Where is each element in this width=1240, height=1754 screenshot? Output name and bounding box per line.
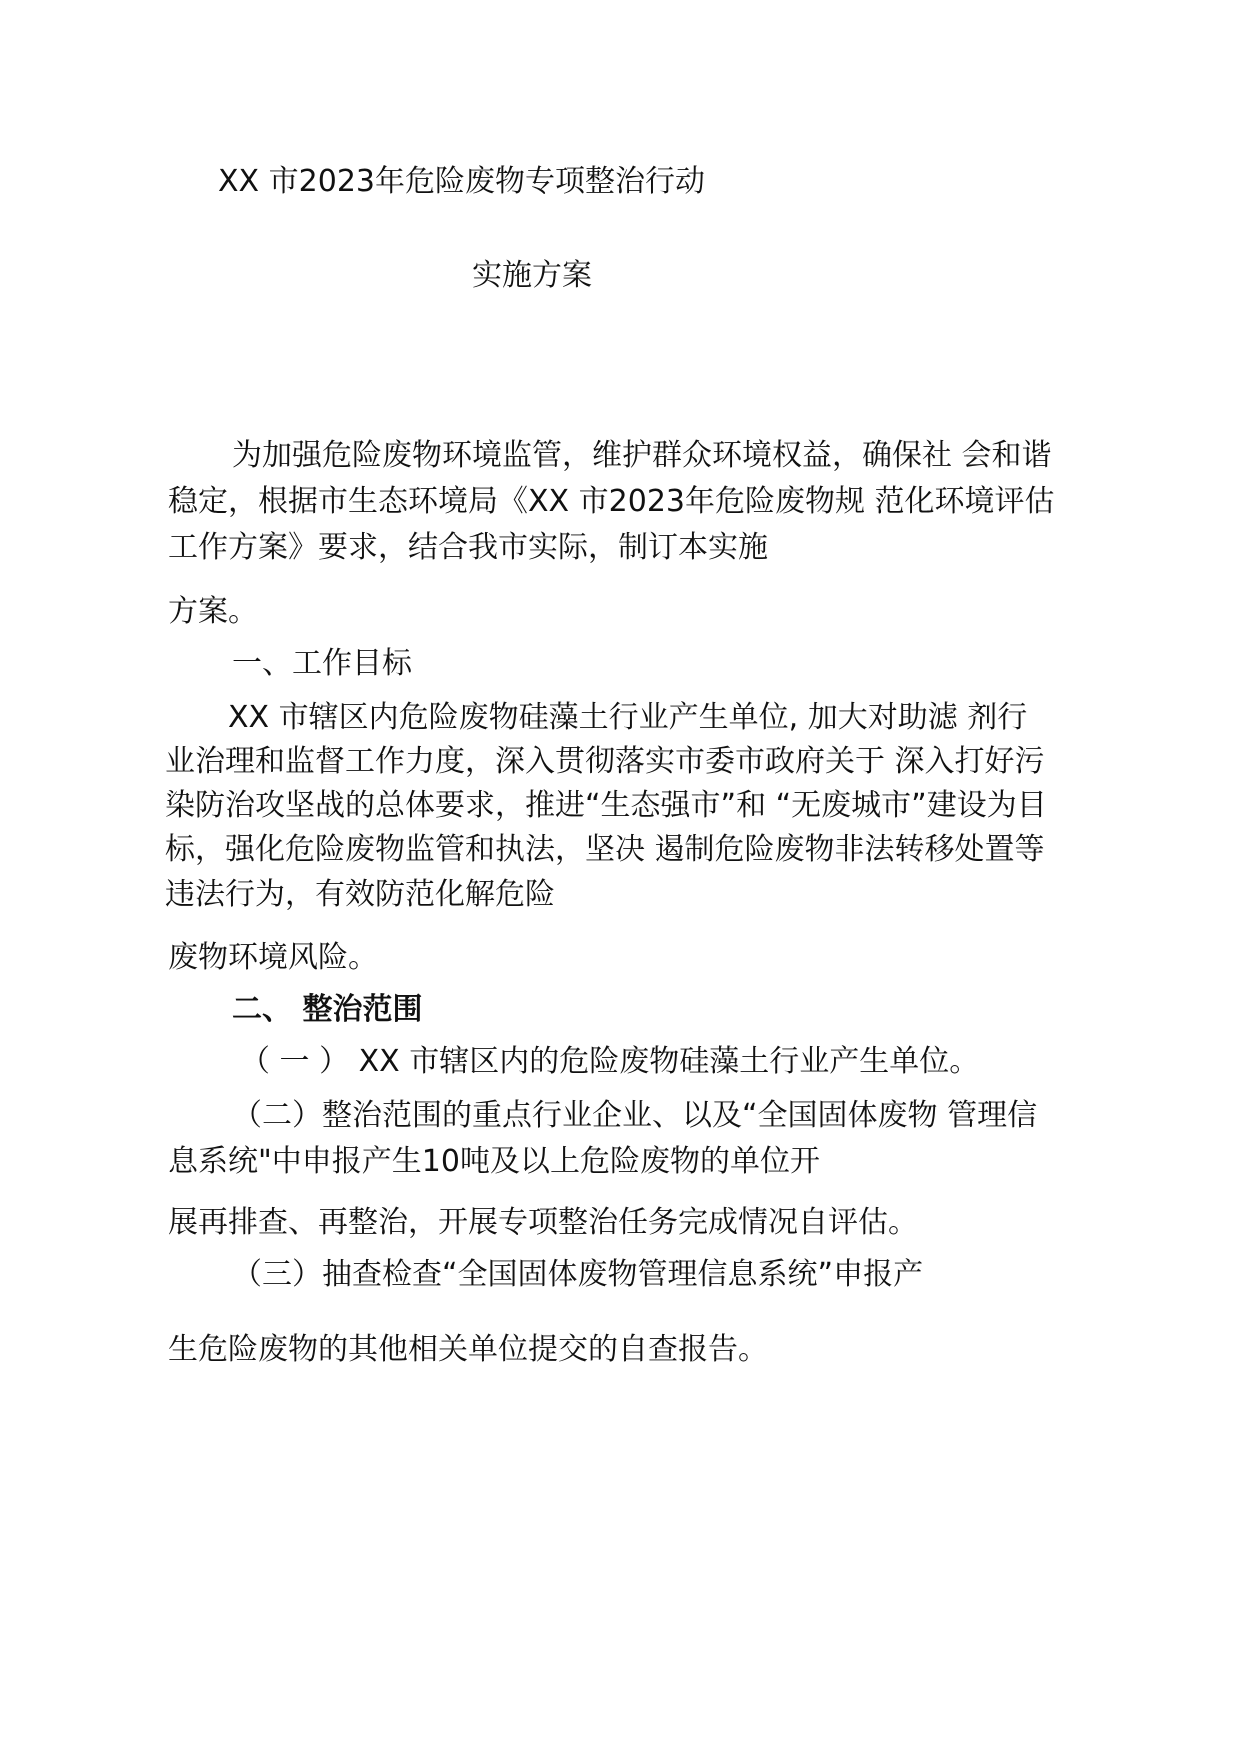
section-1-line-4: 标，强化危险废物监管和执法，坚决 遏制危险废物非法转移处置等 [165, 832, 1045, 867]
section-2-item-2-line-1: （二）整治范围的重点行业企业、以及“全国固体废物 管理信 [232, 1098, 1038, 1133]
section-2-item-3-line-2: 生危险废物的其他相关单位提交的自查报告。 [168, 1332, 768, 1367]
section-1-line-5: 违法行为，有效防范化解危险 [165, 877, 555, 912]
intro-line-3: 工作方案》要求，结合我市实际，制订本实施 [168, 530, 768, 565]
section-2-item-2-line-2: 息系统"中申报产生10吨及以上危险废物的单位开 [168, 1144, 820, 1179]
section-1-line-2: 业治理和监督工作力度，深入贯彻落实市委市政府关于 深入打好污 [165, 744, 1045, 779]
section-2-item-2-line-3: 展再排查、再整治，开展专项整治任务完成情况自评估。 [168, 1205, 918, 1240]
section-1-heading: 一、工作目标 [232, 646, 412, 681]
section-2-item-1: （ 一 ） XX 市辖区内的危险废物硅藻土行业产生单位。 [240, 1044, 980, 1079]
document-title-line-2: 实施方案 [472, 258, 592, 293]
section-1-line-1: XX 市辖区内危险废物硅藻土行业产生单位, 加大对助滤 剂行 [228, 700, 1028, 735]
section-1-line-3: 染防治攻坚战的总体要求，推进“生态强市”和 “无废城市”建设为目 [165, 788, 1047, 823]
intro-line-2: 稳定，根据市生态环境局《XX 市2023年危险废物规 范化环境评估 [168, 484, 1055, 519]
section-1-line-6: 废物环境风险。 [168, 940, 378, 975]
intro-line-1: 为加强危险废物环境监管，维护群众环境权益，确保社 会和谐 [232, 438, 1052, 473]
document-title-line-1: XX 市2023年危险废物专项整治行动 [218, 164, 705, 199]
section-2-item-3-line-1: （三）抽查检查“全国固体废物管理信息系统”申报产 [232, 1257, 924, 1292]
intro-line-4: 方案。 [168, 594, 258, 629]
section-2-heading: 二、 整治范围 [232, 992, 423, 1027]
